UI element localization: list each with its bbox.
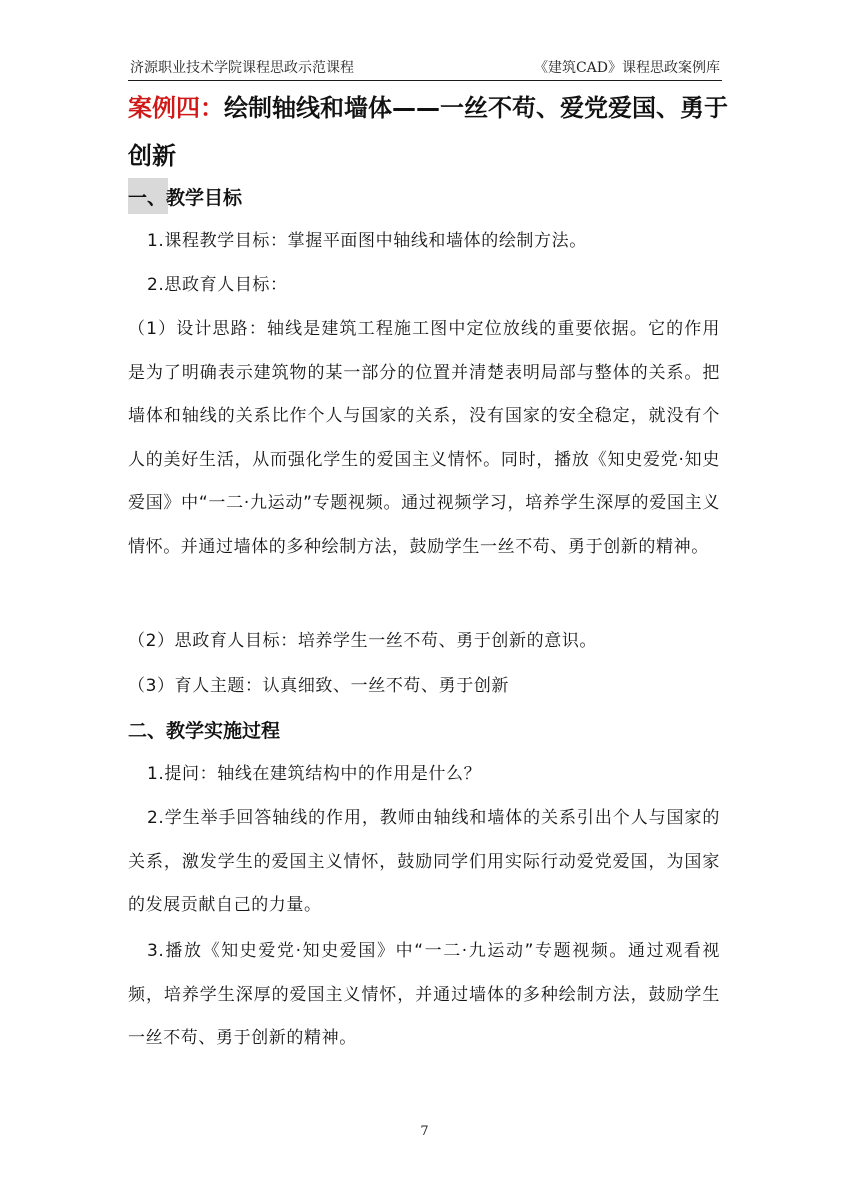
case-title-text: 绘制轴线和墙体——一丝不苟、爱党爱国、勇于创新 (128, 94, 728, 170)
ideology-goal-item: 2.思政育人目标： (147, 275, 288, 295)
section-heading-process-text: 二、教学实施过程 (128, 720, 281, 742)
section-heading-goals-text: 一、教学目标 (128, 187, 243, 209)
process-step-1: 1.提问：轴线在建筑结构中的作用是什么？ (147, 764, 482, 784)
page-number: 7 (420, 1124, 429, 1139)
header-course-name: 济源职业技术学院课程思政示范课程 (130, 60, 354, 76)
section-heading-goals (128, 184, 242, 214)
design-idea-paragraph: （1）设计思路：轴线是建筑工程施工图中定位放线的重要依据。它的作用是为了明确表示建筑物的某一部分的位置并清楚表明局部与整体的关系。把墙体和轴线的关系比作个人与国家的关系，没有国家的安全稳定，就没有个人的美好生活，从而强化学生的爱国主义情怀。同时，播放《知史爱党·知史爱国》中“一二·九运动”专题视频。通过视频学习，培养学生深厚的爱国主义情怀。并通过墙体的多种绘制方法，鼓励学生一丝不苟、勇于创新的精神。 (128, 319, 720, 557)
case-label: 案例四： (128, 94, 224, 122)
process-step-2: 2.学生举手回答轴线的作用，教师由轴线和墙体的关系引出个人与国家的关系，激发学生的爱国主义情怀，鼓励同学们用实际行动爱党爱国，为国家的发展贡献自己的力量。 (128, 808, 720, 915)
education-theme-paragraph: （3）育人主题：认真细致、一丝不苟、勇于创新 (128, 676, 510, 696)
ideology-goal-paragraph: （2）思政育人目标：培养学生一丝不苟、勇于创新的意识。 (128, 631, 598, 651)
page-header (128, 58, 722, 81)
process-step-3: 3.播放《知史爱党·知史爱国》中“一二·九运动”专题视频。通过观看视频，培养学生深厚的爱国主义情怀，并通过墙体的多种绘制方法，鼓励学生一丝不苟、勇于创新的精神。 (128, 941, 720, 1048)
course-goal-item: 1.课程教学目标：掌握平面图中轴线和墙体的绘制方法。 (147, 231, 587, 251)
section-heading-process (128, 717, 280, 747)
case-title (128, 84, 728, 180)
header-library-name: 《建筑CAD》课程思政案例库 (533, 60, 720, 76)
